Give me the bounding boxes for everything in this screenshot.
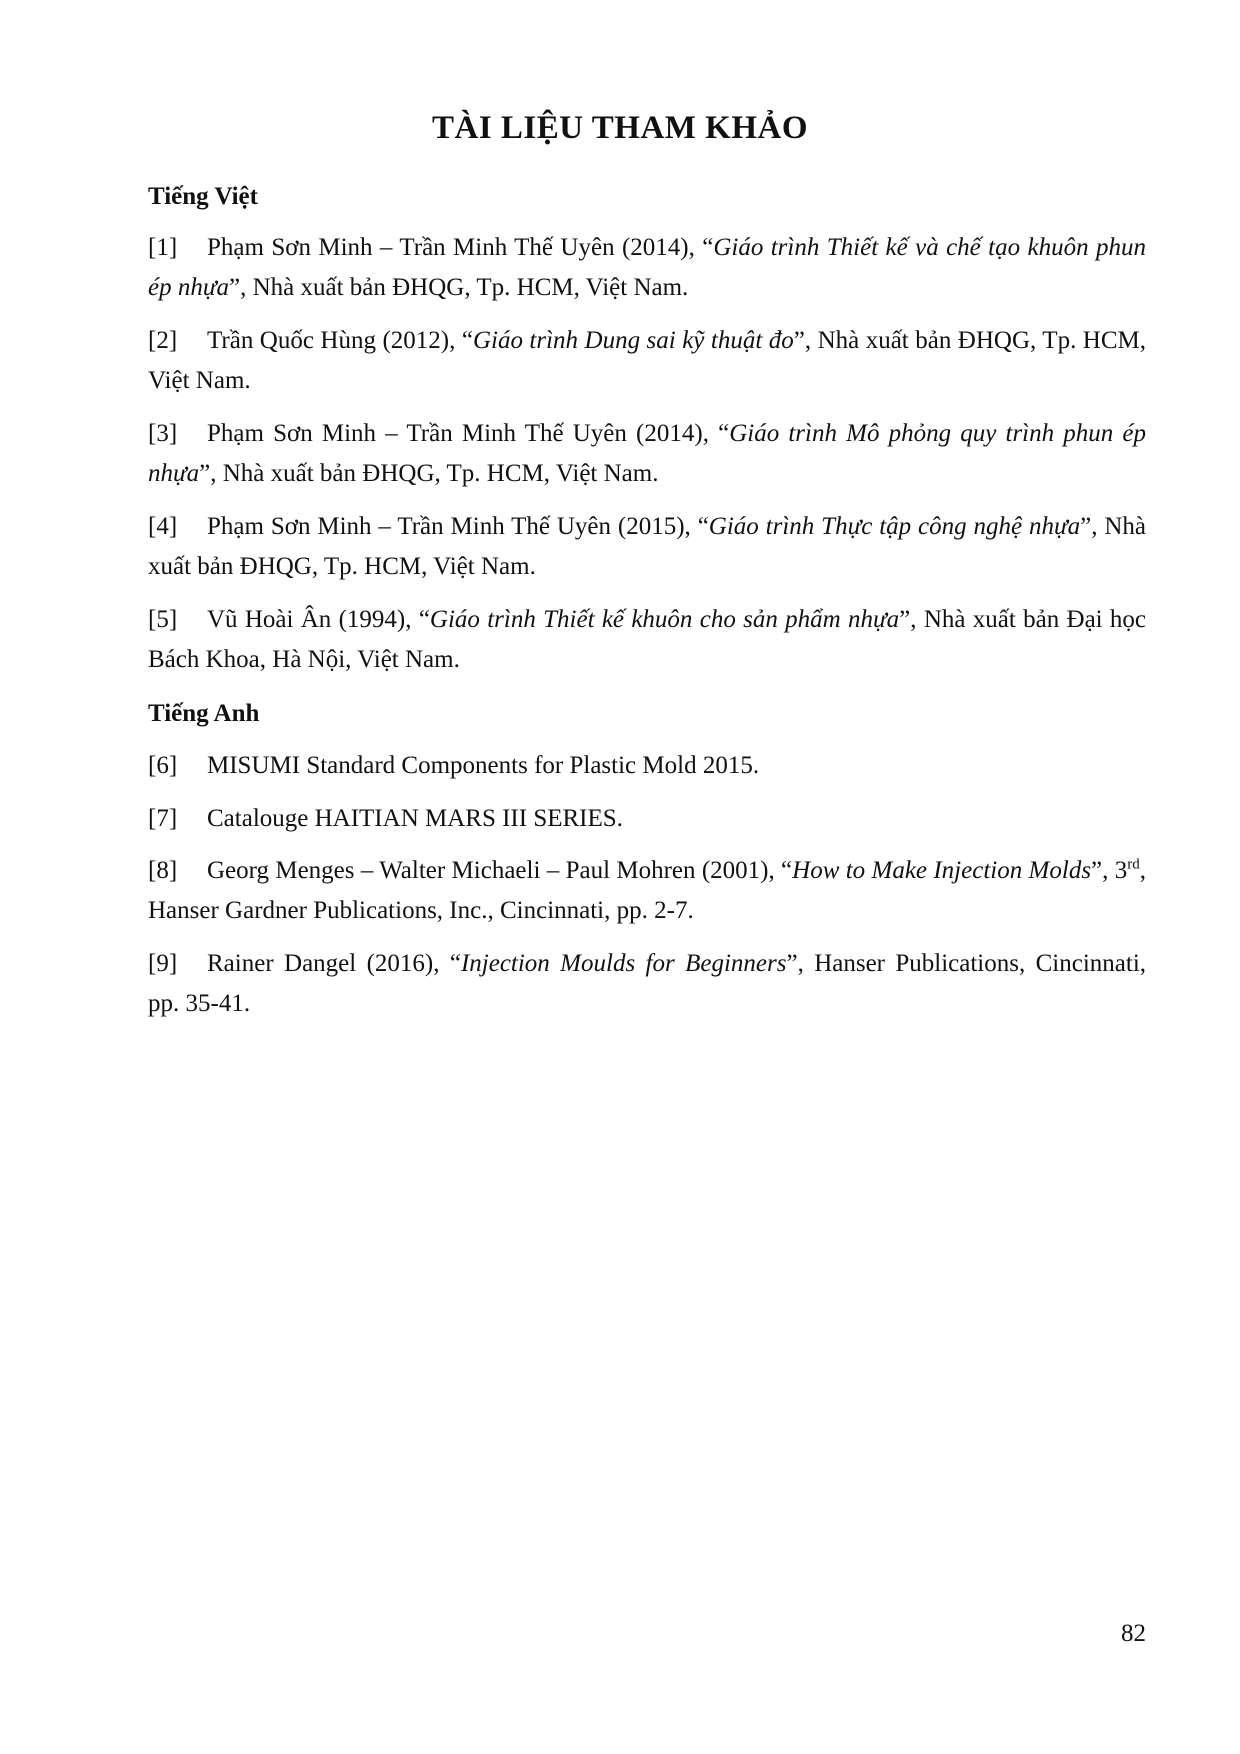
- reference-title: Giáo trình Thực tập công nghệ nhựa: [708, 513, 1081, 540]
- reference-number: [8]: [148, 857, 178, 884]
- reference-authors: Phạm Sơn Minh – Trần Minh Thế Uyên (2014), “: [207, 234, 714, 261]
- reference-authors: Vũ Hoài Ân (1994), “: [207, 606, 430, 633]
- reference-title: Giáo trình Dung sai kỹ thuật đo: [472, 327, 794, 354]
- reference-number: [4]: [148, 513, 178, 540]
- reference-number: [1]: [148, 234, 178, 261]
- reference-publisher: ”, Nhà xuất bản ĐHQG, Tp. HCM, Việt Nam.: [148, 327, 1146, 394]
- reference-authors: Phạm Sơn Minh – Trần Minh Thế Uyên (2015), “: [207, 513, 709, 540]
- reference-number: [6]: [148, 752, 178, 779]
- reference-9: [148, 944, 1146, 1024]
- reference-number: [5]: [148, 606, 178, 633]
- reference-authors: Rainer Dangel (2016), “: [207, 950, 461, 977]
- reference-authors: Phạm Sơn Minh – Trần Minh Thế Uyên (2014), “: [207, 420, 730, 447]
- reference-publisher: , Hanser Gardner Publications, Inc., Cincinnati, pp. 2-7.: [148, 857, 1146, 924]
- reference-edition-suffix: rd: [1127, 856, 1140, 873]
- reference-1: [148, 228, 1146, 308]
- reference-5: [148, 600, 1146, 680]
- reference-4: [148, 507, 1146, 587]
- reference-title: How to Make Injection Molds: [792, 857, 1092, 884]
- reference-text: Catalouge HAITIAN MARS III SERIES.: [207, 805, 623, 832]
- reference-publisher: ”, Nhà xuất bản ĐHQG, Tp. HCM, Việt Nam.: [148, 513, 1147, 580]
- reference-7: [148, 799, 1146, 839]
- reference-8: [148, 851, 1146, 931]
- reference-number: [7]: [148, 805, 178, 832]
- page-number: 82: [1121, 1620, 1146, 1647]
- reference-edition: ”, 3: [1091, 857, 1128, 884]
- reference-number: [2]: [148, 327, 178, 354]
- reference-authors: Trần Quốc Hùng (2012), “: [207, 327, 473, 354]
- reference-6: [148, 746, 1146, 786]
- page-title: TÀI LIỆU THAM KHẢO: [431, 110, 809, 146]
- reference-title: Giáo trình Thiết kế khuôn cho sản phẩm nhựa: [429, 606, 900, 633]
- reference-text: MISUMI Standard Components for Plastic Mold 2015.: [207, 752, 760, 779]
- reference-publisher: ”, Nhà xuất bản Đại học Bách Khoa, Hà Nội, Việt Nam.: [148, 606, 1147, 673]
- reference-number: [9]: [148, 950, 178, 977]
- section-heading-vietnamese: Tiếng Việt: [148, 183, 258, 210]
- reference-title: Injection Moulds for Beginners: [460, 950, 787, 977]
- reference-title: Giáo trình Mô phỏng quy trình phun ép nhựa: [148, 420, 1147, 487]
- reference-3: [148, 414, 1146, 494]
- reference-title: Giáo trình Thiết kế và chế tạo khuôn phun ép nhựa: [148, 234, 1146, 301]
- reference-publisher: ”, Hanser Publications, Cincinnati, pp. 35-41.: [148, 950, 1147, 1017]
- reference-publisher: ”, Nhà xuất bản ĐHQG, Tp. HCM, Việt Nam.: [228, 274, 689, 301]
- reference-2: [148, 321, 1146, 401]
- reference-authors: Georg Menges – Walter Michaeli – Paul Mohren (2001), “: [207, 857, 793, 884]
- section-heading-english: Tiếng Anh: [148, 700, 260, 727]
- reference-publisher: ”, Nhà xuất bản ĐHQG, Tp. HCM, Việt Nam.: [199, 460, 659, 487]
- reference-number: [3]: [148, 420, 178, 447]
